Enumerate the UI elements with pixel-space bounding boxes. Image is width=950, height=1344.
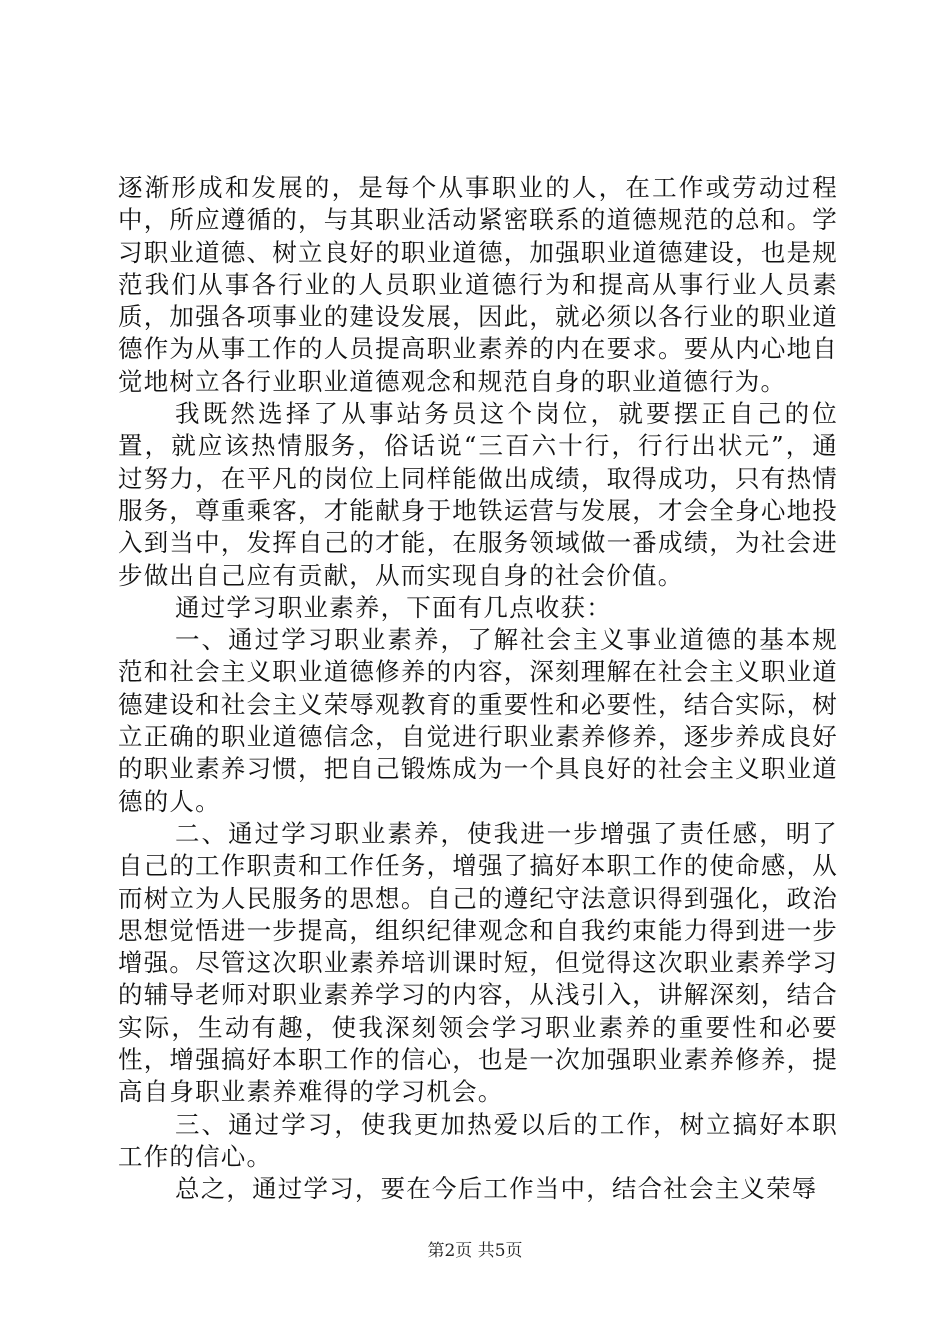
paragraph-conclusion: 总之，通过学习，要在今后工作当中，结合社会主义荣辱	[175, 1174, 818, 1204]
paragraph-point-one: 一、通过学习职业素养，了解社会主义事业道德的基本规范和社会主义职业道德修养的内容，深刻理解在社会主义职业道德建设和社会主义荣辱观教育的重要性和必要性，结合实际，树立正确的职业道德信念，自觉进行职业素养修养，逐步养成良好的职业素养习惯，把自己锻炼成为一个具良好的社会主义职业道德的人。	[118, 625, 838, 816]
paragraph-station-job: 我既然选择了从事站务员这个岗位，就要摆正自己的位置，就应该热情服务，俗话说“三百六十行，行行出状元”，通过努力，在平凡的岗位上同样能做出成绩，取得成功，只有热情服务，尊重乘客，才能献身于地铁运营与发展，才会全身心地投入到当中，发挥自己的才能，在服务领域做一番成绩，为社会进步做出自己应有贡献，从而实现自身的社会价值。	[118, 399, 838, 590]
paragraph-continuation: 逐渐形成和发展的，是每个从事职业的人，在工作或劳动过程中，所应遵循的，与其职业活动紧密联系的道德规范的总和。学习职业道德、树立良好的职业道德，加强职业道德建设，也是规范我们从事各行业的人员职业道德行为和提高从事行业人员素质，加强各项事业的建设发展，因此，就必须以各行业的职业道德作为从事工作的人员提高职业素养的内在要求。要从内心地自觉地树立各行业职业道德观念和规范自身的职业道德行为。	[118, 173, 838, 396]
paragraph-point-two: 二、通过学习职业素养，使我进一步增强了责任感，明了自己的工作职责和工作任务，增强了搞好本职工作的使命感，从而树立为人民服务的思想。自己的遵纪守法意识得到强化，政治思想觉悟进一步提高，组织纪律观念和自我约束能力得到进一步增强。尽管这次职业素养培训课时短，但觉得这次职业素养学习的辅导老师对职业素养学习的内容，从浅引入，讲解深刻，结合实际，生动有趣，使我深刻领会学习职业素养的重要性和必要性，增强搞好本职工作的信心，也是一次加强职业素养修养，提高自身职业素养难得的学习机会。	[118, 818, 838, 1107]
paragraph-gains-intro: 通过学习职业素养，下面有几点收获：	[175, 592, 612, 622]
page-number: 第2页 共5页	[427, 1241, 523, 1261]
document-body	[118, 172, 838, 1206]
paragraph-point-three: 三、通过学习，使我更加热爱以后的工作，树立搞好本职工作的信心。	[118, 1109, 838, 1171]
